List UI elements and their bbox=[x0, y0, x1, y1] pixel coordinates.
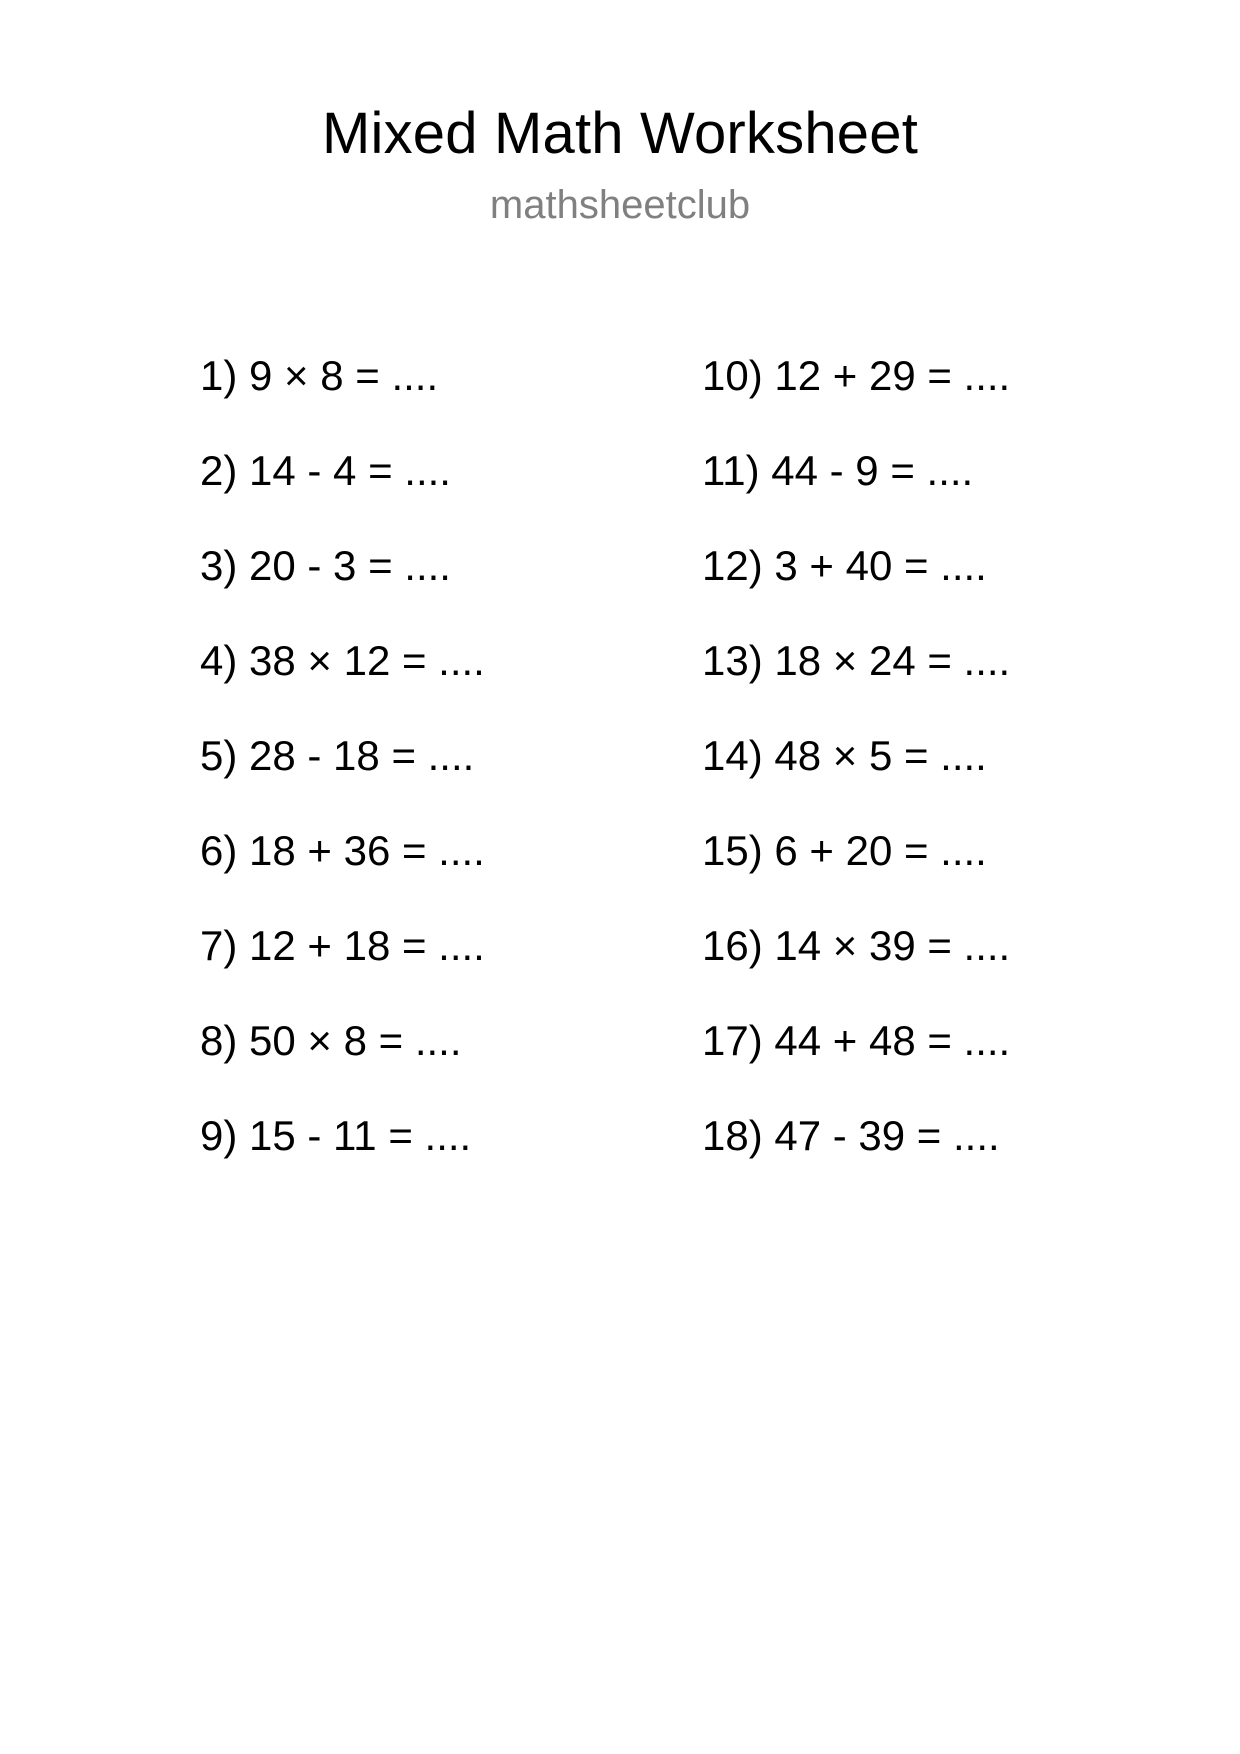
problem-15: 15) 6 + 20 = .... bbox=[702, 827, 987, 874]
page-title: Mixed Math Worksheet bbox=[321, 101, 919, 166]
problem-17: 17) 44 + 48 = .... bbox=[702, 1017, 1011, 1064]
problem-4: 4) 38 × 12 = .... bbox=[200, 637, 485, 684]
problem-10: 10) 12 + 29 = .... bbox=[702, 352, 1011, 399]
problem-2: 2) 14 - 4 = .... bbox=[200, 447, 451, 494]
problem-12: 12) 3 + 40 = .... bbox=[702, 542, 987, 589]
problem-8: 8) 50 × 8 = .... bbox=[200, 1017, 462, 1064]
page-subtitle: mathsheetclub bbox=[489, 183, 751, 227]
problem-5: 5) 28 - 18 = .... bbox=[200, 732, 475, 779]
problem-13: 13) 18 × 24 = .... bbox=[702, 637, 1011, 684]
problem-9: 9) 15 - 11 = .... bbox=[200, 1112, 472, 1159]
problem-14: 14) 48 × 5 = .... bbox=[702, 732, 987, 779]
problem-3: 3) 20 - 3 = .... bbox=[200, 542, 451, 589]
problem-7: 7) 12 + 18 = .... bbox=[200, 922, 485, 969]
problem-11: 11) 44 - 9 = .... bbox=[702, 447, 974, 494]
problem-1: 1) 9 × 8 = .... bbox=[200, 352, 439, 399]
problem-column-right bbox=[702, 346, 1010, 1201]
problem-column-left bbox=[200, 346, 485, 1201]
problem-16: 16) 14 × 39 = .... bbox=[702, 922, 1011, 969]
problem-18: 18) 47 - 39 = .... bbox=[702, 1112, 1000, 1159]
problem-6: 6) 18 + 36 = .... bbox=[200, 827, 485, 874]
